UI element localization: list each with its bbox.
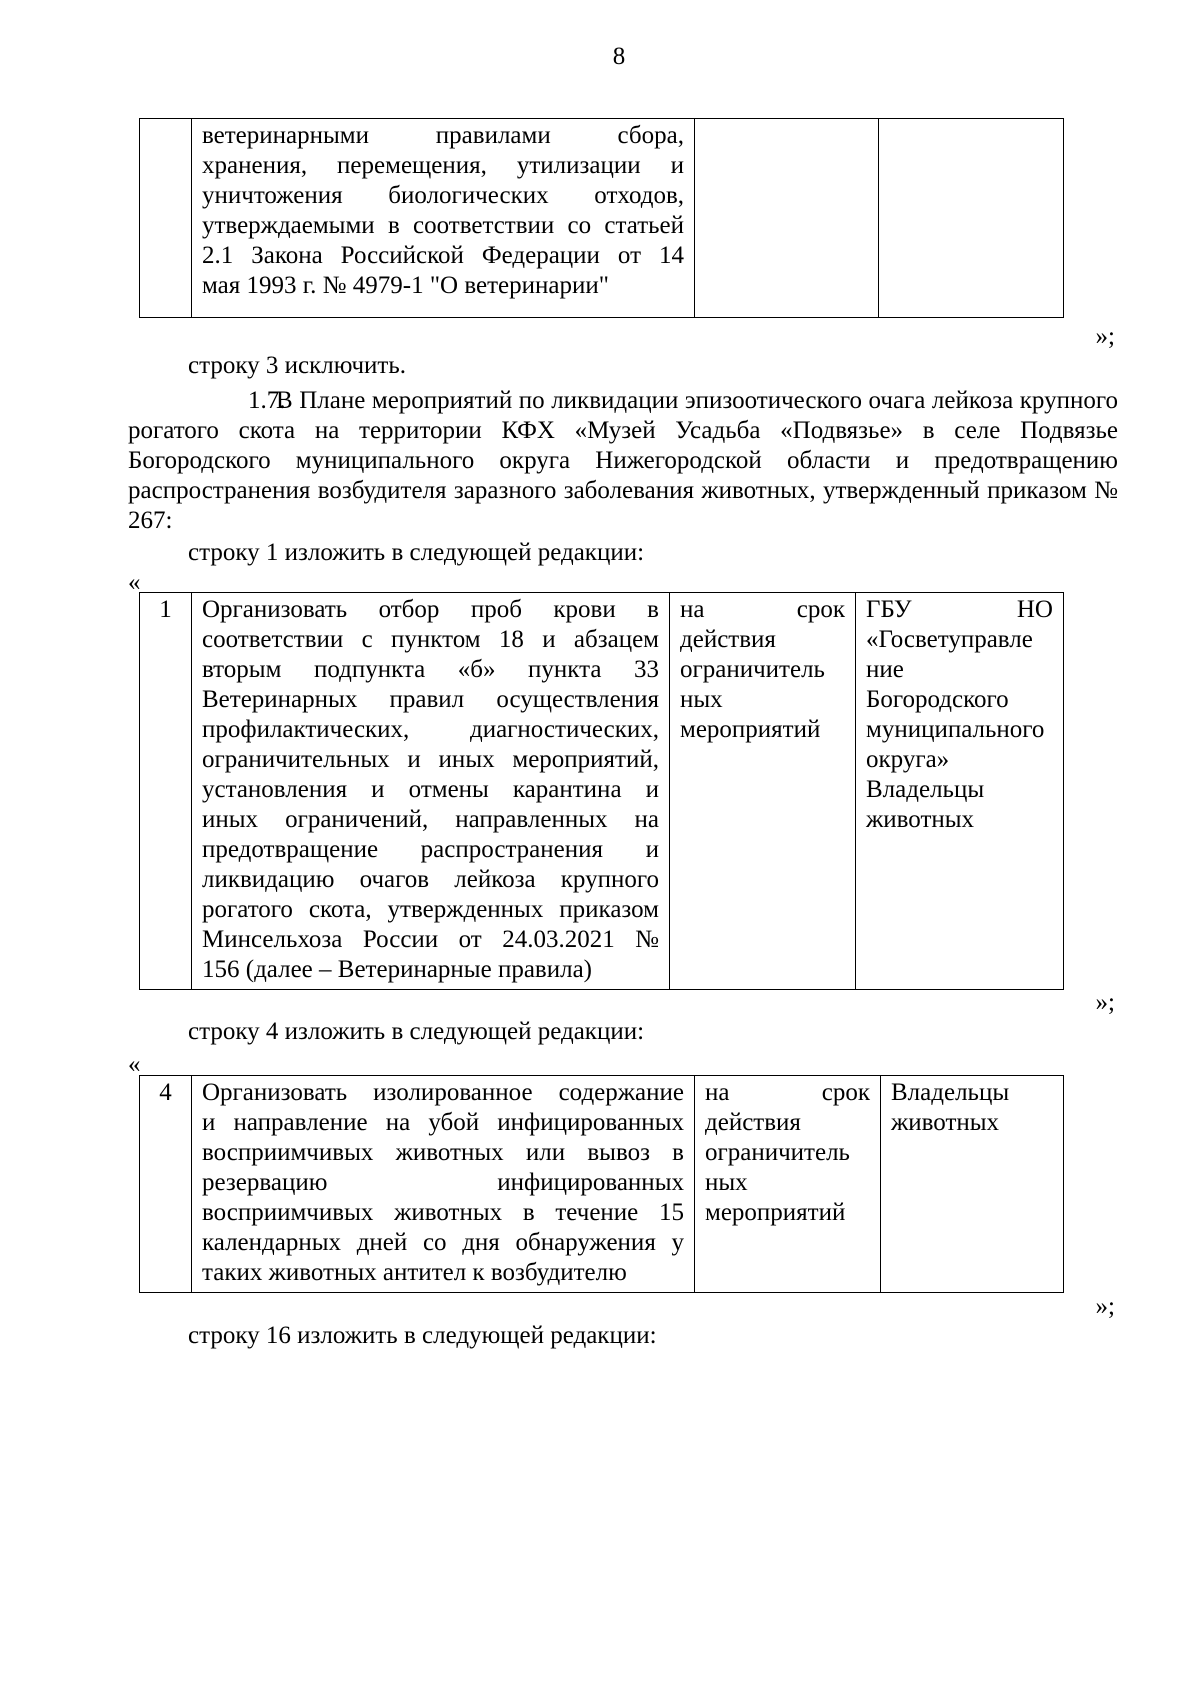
text-line: 156 (далее – Ветеринарные правила) [202, 956, 593, 983]
cell-responsible [881, 1076, 1064, 1293]
text-line: Минсельхоза России от 24.03.2021 № [202, 926, 659, 953]
text-line: Организовать изолированное содержание [202, 1079, 684, 1106]
text-line: Владельцы [866, 776, 985, 803]
text-line: Богородского [866, 686, 1009, 713]
text-line: календарных дней со дня обнаружения у [202, 1229, 684, 1256]
text-line: вторым подпункта «б» пункта 33 [202, 656, 659, 683]
paragraph-row-1-intro: строку 1 изложить в следующей редакции: [188, 539, 645, 566]
text-line: на срок [705, 1079, 870, 1106]
item-number: 1.7. [248, 387, 286, 414]
text-line: действия [680, 626, 776, 653]
text-line: и направление на убой инфицированных [202, 1109, 684, 1136]
text-line: уничтожения биологических отходов, [202, 182, 684, 209]
table-row-1 [139, 592, 1064, 990]
text-line: ние [866, 656, 904, 683]
text-line: ветеринарными правилами сбора, [202, 122, 684, 149]
text-line: соответствии с пунктом 18 и абзацем [202, 626, 659, 653]
text-line: рогатого скота, утвержденных приказом [202, 896, 659, 923]
text-line: таких животных антител к возбудителю [202, 1259, 627, 1286]
text-line: мая 1993 г. № 4979-1 "О ветеринарии" [202, 272, 609, 299]
text-line: ликвидацию очагов лейкоза крупного [202, 866, 659, 893]
text-line: ных [680, 686, 723, 713]
item-text: В Плане мероприятий по ликвидации эпизоотического очага лейкоза крупного рогатого скота на территории КФХ «Музей Усадьба «Подвязье» в селе Подвязье Богородского муниципального округа Нижегородской области и предотвращению распространения возбудителя заразного заболевания животных, утвержденный приказом № 267: [128, 387, 1118, 534]
text-line: резервацию инфицированных [202, 1169, 684, 1196]
text-line: мероприятий [680, 716, 821, 743]
text-line: 2.1 Закона Российской Федерации от 14 [202, 242, 684, 269]
text-line: ограничительных и иных мероприятий, [202, 746, 659, 773]
text-line: на срок [680, 596, 845, 623]
table-row-4 [139, 1075, 1064, 1293]
cell-measure-text [192, 593, 670, 990]
text-line: предотвращение распространения и [202, 836, 659, 863]
text-line: восприимчивых животных в течение 15 [202, 1199, 684, 1226]
text-line: Ветеринарных правил осуществления [202, 686, 659, 713]
text-line: действия [705, 1109, 801, 1136]
text-line: установления и отмены карантина и [202, 776, 659, 803]
page-number: 8 [612, 43, 626, 70]
text-line: «Госветуправле [866, 626, 1033, 653]
text-line: ГБУ НО [866, 596, 1053, 623]
text-line: Владельцы [891, 1079, 1010, 1106]
table-continued-row [139, 118, 1064, 318]
closing-quote: »; [1095, 989, 1115, 1016]
paragraph-item-1-7 [128, 386, 1118, 536]
text-line: хранения, перемещения, утилизации и [202, 152, 684, 179]
cell-measure-text [192, 119, 695, 318]
opening-quote: « [128, 1051, 141, 1078]
cell-term [670, 593, 856, 990]
text-line: животных [891, 1109, 1000, 1136]
cell-term [695, 119, 879, 318]
text-line: ных [705, 1169, 748, 1196]
opening-quote: « [128, 569, 141, 596]
text-line: Организовать отбор проб крови в [202, 596, 659, 623]
text-line: муниципального [866, 716, 1045, 743]
text-line: мероприятий [705, 1199, 846, 1226]
cell-responsible [879, 119, 1064, 318]
cell-number [140, 119, 192, 318]
text-line: ограничитель [705, 1139, 850, 1166]
cell-responsible [856, 593, 1064, 990]
paragraph-exclude-row-3: строку 3 исключить. [188, 352, 406, 379]
text-line: восприимчивых животных или вывоз в [202, 1139, 684, 1166]
text-line: профилактических, диагностических, [202, 716, 659, 743]
text-line: животных [866, 806, 975, 833]
text-line: округа» [866, 746, 950, 773]
closing-quote: »; [1095, 323, 1115, 350]
cell-measure-text [192, 1076, 695, 1293]
paragraph-row-16-intro: строку 16 изложить в следующей редакции: [188, 1322, 657, 1349]
paragraph-row-4-intro: строку 4 изложить в следующей редакции: [188, 1018, 645, 1045]
closing-quote: »; [1095, 1293, 1115, 1320]
cell-number: 1 [140, 593, 192, 990]
text-line: утверждаемыми в соответствии со статьей [202, 212, 684, 239]
cell-term [695, 1076, 881, 1293]
cell-number: 4 [140, 1076, 192, 1293]
text-line: ограничитель [680, 656, 825, 683]
text-line: иных ограничений, направленных на [202, 806, 659, 833]
